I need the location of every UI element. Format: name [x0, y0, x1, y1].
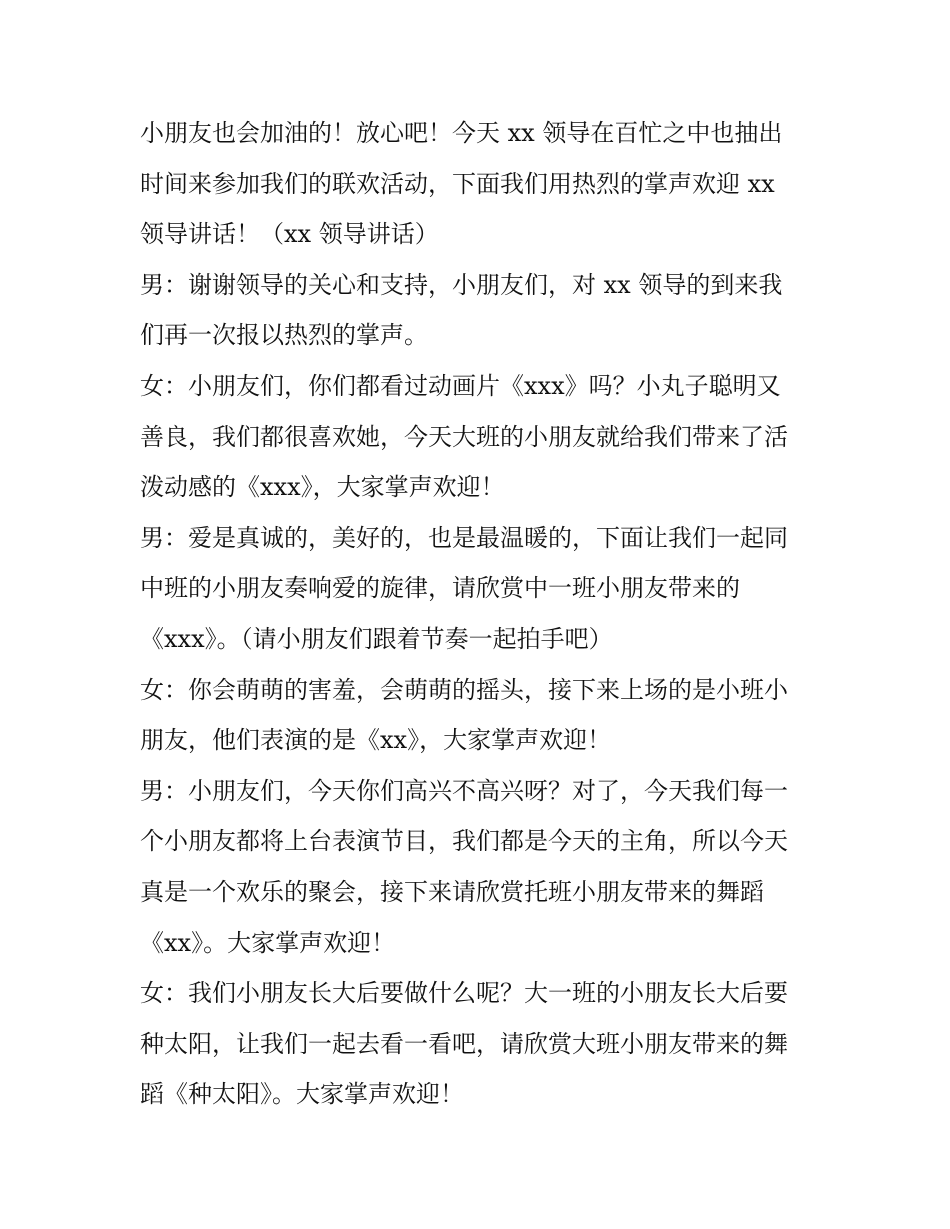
- text-line: 女：你会萌萌的害羞，会萌萌的摇头，接下来上场的是小班小: [140, 675, 788, 704]
- text-line: 蹈《种太阳》。大家掌声欢迎！: [140, 1080, 464, 1109]
- text-line: 男：小朋友们，今天你们高兴不高兴呀？对了，今天我们每一: [140, 776, 788, 805]
- text-line: 女：小朋友们，你们都看过动画片《xxx》吗？小丸子聪明又: [140, 371, 781, 400]
- text-line: 真是一个欢乐的聚会，接下来请欣赏托班小朋友带来的舞蹈: [140, 877, 764, 906]
- text-line: 《xx》。大家掌声欢迎！: [140, 928, 396, 957]
- text-line: 善良，我们都很喜欢她，今天大班的小朋友就给我们带来了活: [140, 422, 788, 451]
- document-body: [140, 108, 820, 1120]
- text-line: 中班的小朋友奏响爱的旋律，请欣赏中一班小朋友带来的: [140, 574, 740, 603]
- text-line: 时间来参加我们的联欢活动，下面我们用热烈的掌声欢迎 xx: [140, 169, 775, 198]
- text-line: 小朋友也会加油的！放心吧！今天 xx 领导在百忙之中也抽出: [140, 119, 783, 147]
- text-line: 种太阳，让我们一起去看一看吧，请欣赏大班小朋友带来的舞: [140, 1029, 788, 1058]
- text-line: 个小朋友都将上台表演节目，我们都是今天的主角，所以今天: [140, 827, 788, 856]
- text-line: 泼动感的《xxx》，大家掌声欢迎！: [140, 473, 505, 502]
- text-line: 《xxx》。（请小朋友们跟着节奏一起拍手吧）: [140, 624, 613, 653]
- text-line: 女：我们小朋友长大后要做什么呢？大一班的小朋友长大后要: [140, 979, 788, 1008]
- text-line: 们再一次报以热烈的掌声。: [140, 321, 428, 350]
- text-line: 男：谢谢领导的关心和支持，小朋友们，对 xx 领导的到来我: [140, 270, 783, 299]
- text-line: 朋友，他们表演的是《xx》，大家掌声欢迎！: [140, 726, 612, 755]
- text-line: 男：爱是真诚的，美好的，也是最温暖的，下面让我们一起同: [140, 523, 788, 552]
- text-line: 领导讲话！（xx 领导讲话）: [140, 220, 439, 249]
